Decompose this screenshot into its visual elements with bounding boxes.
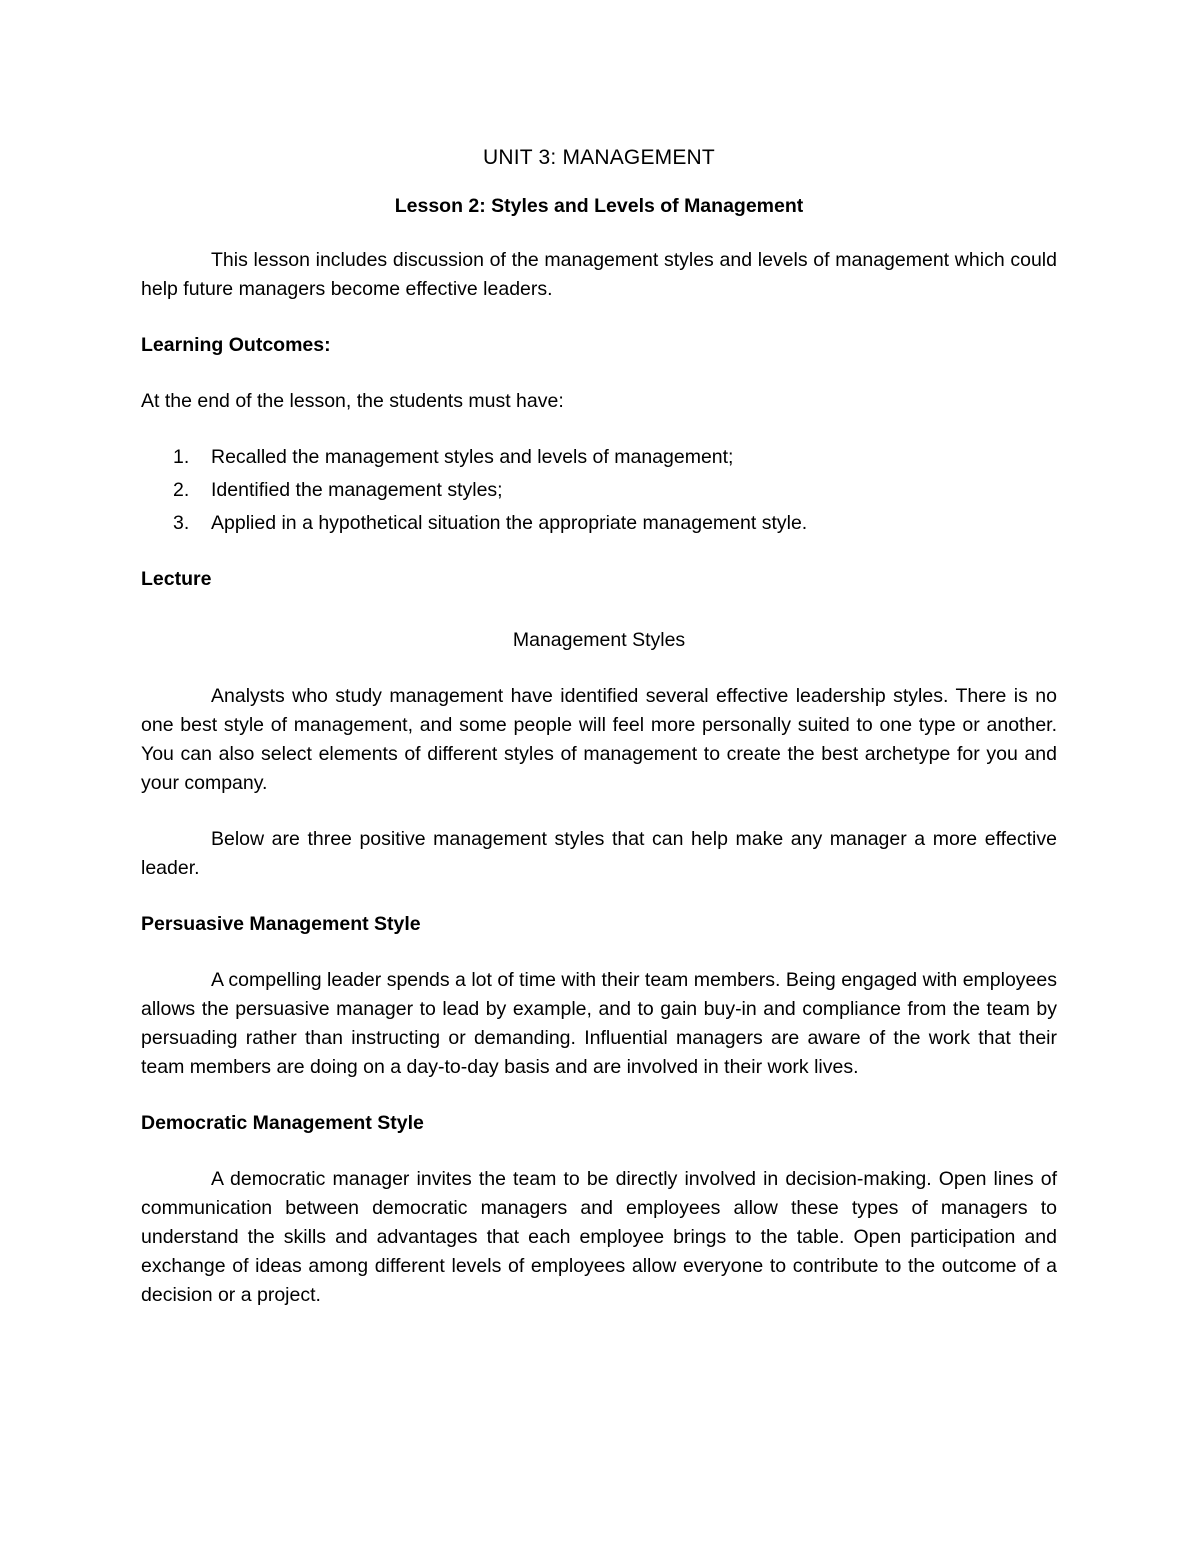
lecture-heading: Lecture — [141, 568, 212, 590]
learning-outcomes-lead: At the end of the lesson, the students must have: — [141, 390, 564, 412]
management-styles-heading: Management Styles — [512, 629, 686, 651]
document-page — [141, 140, 1057, 1310]
list-item — [141, 443, 1057, 472]
learning-outcomes-heading: Learning Outcomes: — [141, 334, 331, 356]
list-item-number: 1. — [173, 446, 190, 468]
lesson-title: Lesson 2: Styles and Levels of Management — [394, 195, 804, 217]
intro-paragraph: This lesson includes discussion of the management styles and levels of management which could help future managers become effective leaders. — [141, 249, 1057, 300]
persuasive-style-heading: Persuasive Management Style — [141, 913, 421, 935]
list-item-text: Recalled the management styles and levels of management; — [211, 446, 734, 468]
list-item-number: 3. — [173, 512, 190, 534]
list-item-text: Applied in a hypothetical situation the appropriate management style. — [211, 512, 808, 534]
list-item-text: Identified the management styles; — [211, 479, 503, 501]
persuasive-style-paragraph: A compelling leader spends a lot of time with their team members. Being engaged with employees allows the persuasive manager to lead by example, and to gain buy-in and compliance from the team by persuading rather than instructing or demanding. Influential managers are aware of the work that their team members are doing on a day-to-day basis and are involved in their work lives. — [141, 969, 1057, 1078]
management-styles-paragraph-2: Below are three positive management styles that can help make any manager a more effective leader. — [141, 828, 1057, 879]
democratic-style-paragraph: A democratic manager invites the team to be directly involved in decision-making. Open lines of communication between democratic managers and employees allow these types of managers to understand the skills and advantages that each employee brings to the table. Open participation and exchange of ideas among different levels of employees allow everyone to contribute to the outcome of a decision or a project. — [141, 1168, 1057, 1306]
list-item-number: 2. — [173, 479, 190, 501]
management-styles-paragraph-1: Analysts who study management have identified several effective leadership styles. There is no one best style of management, and some people will feel more personally suited to one type or another. You can also select elements of different styles of management to create the best archetype for you and your company. — [141, 685, 1057, 794]
list-item — [141, 476, 1057, 505]
list-item — [141, 509, 1057, 538]
democratic-style-heading: Democratic Management Style — [141, 1112, 424, 1134]
unit-title: UNIT 3: MANAGEMENT — [483, 146, 715, 169]
learning-outcomes-list — [141, 443, 1057, 538]
